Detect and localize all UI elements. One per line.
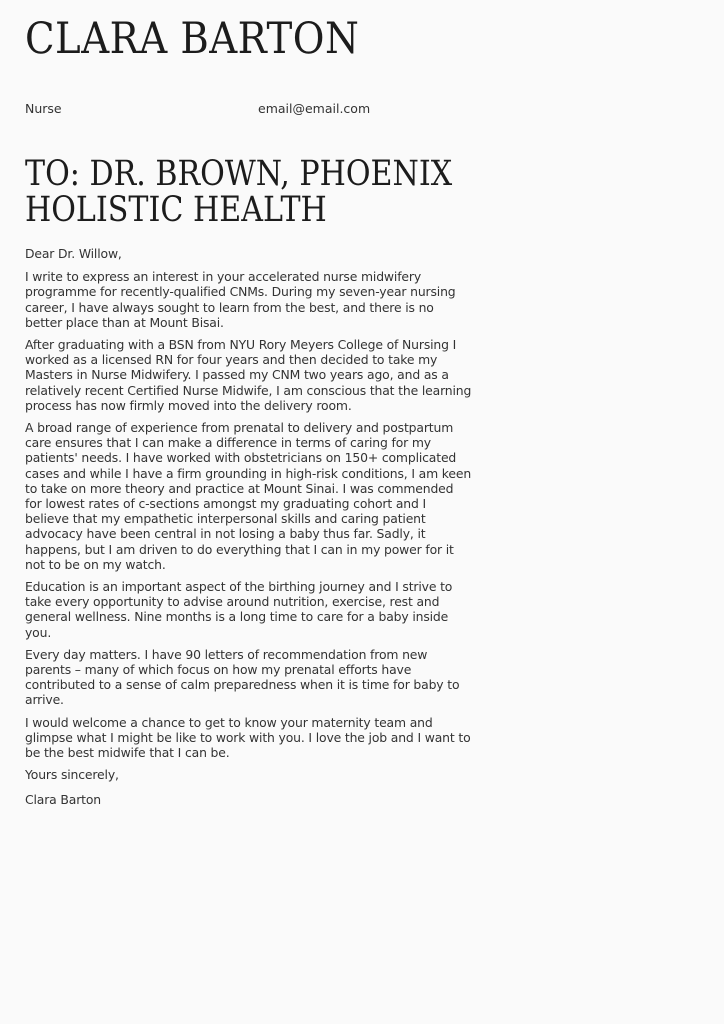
- applicant-name: CLARA BARTON: [25, 14, 360, 64]
- letter-paragraph-experience: A broad range of experience from prenatal to delivery and postpartum care ensures that I can make a difference in terms of caring for my patients' needs. I have worked with obstetricians on 150+ complicated cases and while I have a firm grounding in high-risk conditions, I am keen to take on more theory and practice at Mount Sinai. I was commended for lowest rates of c-sections amongst my graduating cohort and I believe that my empathetic interpersonal skills and caring patient advocacy have been central in not losing a baby thus far. Sadly, it happens, but I am driven to do everything that I can in my power for it not to be on my watch.: [25, 420, 472, 572]
- letter-paragraph-education: After graduating with a BSN from NYU Rory Meyers College of Nursing I worked as a licensed RN for four years and then decided to take my Masters in Nurse Midwifery. I passed my CNM two years ago, and as a relatively recent Certified Nurse Midwife, I am conscious that the learning process has now firmly moved into the delivery room.: [25, 337, 472, 413]
- recipient-heading: TO: DR. BROWN, PHOENIX HOLISTIC HEALTH: [25, 154, 453, 230]
- letter-body: [25, 246, 473, 814]
- letter-greeting: Dear Dr. Willow,: [25, 246, 122, 261]
- letter-paragraph-closing-remarks: I would welcome a chance to get to know your maternity team and glimpse what I might be like to work with you. I love the job and I want to be the best midwife that I can be.: [25, 714, 471, 761]
- letter-paragraph-intro: I write to express an interest in your accelerated nurse midwifery programme for recently-qualified CNMs. During my seven-year nursing career, I have always sought to learn from the best, and there is no better place than at Mount Bisai.: [25, 269, 456, 330]
- letter-signature: Clara Barton: [25, 791, 101, 807]
- letter-closing: Yours sincerely,: [25, 767, 119, 783]
- letter-paragraph-patient-education: Education is an important aspect of the birthing journey and I strive to take every opportunity to advise around nutrition, exercise, rest and general wellness. Nine months is a long time to care for a baby inside you.: [25, 579, 453, 640]
- email-address: email@email.com: [258, 101, 371, 116]
- job-title: Nurse: [25, 101, 62, 116]
- letter-paragraph-recommendations: Every day matters. I have 90 letters of recommendation from new parents – many of which focus on how my prenatal efforts have contributed to a sense of calm preparedness when it is time for baby to arrive.: [25, 646, 460, 708]
